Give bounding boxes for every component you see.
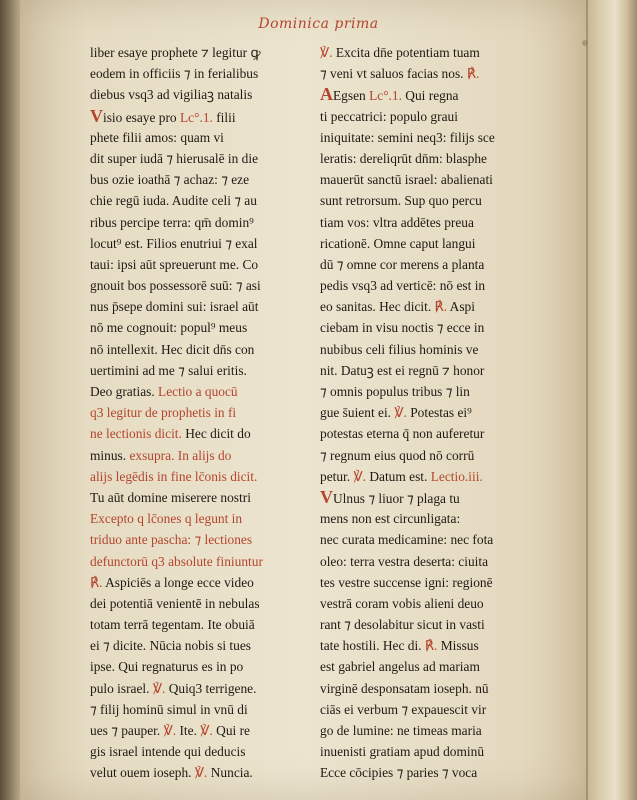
body-text: petur. <box>320 468 354 484</box>
body-text: Aspiciēs a longe ecce video <box>105 574 254 590</box>
body-text: Deo gratias. <box>90 384 159 399</box>
body-text: eo sanitas. Hec dicit. <box>320 299 435 315</box>
rubric-text: ℣. <box>320 45 336 60</box>
text-line <box>90 339 314 360</box>
wormhole-mark <box>582 40 588 46</box>
rubric-text: ℣. <box>194 765 208 781</box>
text-line <box>320 656 544 677</box>
text-line <box>90 381 314 402</box>
rubric-text: ℣. <box>152 680 166 696</box>
body-text: sunt retrorsum. Sup quo percu <box>320 193 482 209</box>
body-text: dei potentiā venientē in nebulas <box>90 595 260 611</box>
text-line <box>320 487 544 508</box>
body-text: potestas eterna q̄ non auferetur <box>320 426 485 442</box>
body-text: ⁊ omnis populus tribus ⁊ lin <box>320 384 470 399</box>
text-line <box>320 296 544 317</box>
body-text: ⁊ filij hominū simul in vnū di <box>90 701 248 717</box>
body-text: ⁊ veni vt saluos facias nos. <box>320 66 467 82</box>
text-line <box>90 656 314 677</box>
text-line <box>90 529 314 550</box>
rubric-text: Excepto q lc̄ones q legunt in <box>90 511 243 527</box>
text-line <box>90 720 314 741</box>
body-text: mens non est circunligata: <box>320 511 461 527</box>
rubric-text: Lectio a quocū <box>158 384 238 399</box>
text-line <box>90 254 314 275</box>
right-text-column <box>320 42 544 781</box>
body-text: inuenisti gratiam apud dominū <box>320 744 485 760</box>
rubric-text: exsupra. In alijs do <box>129 447 232 463</box>
text-line <box>90 678 314 699</box>
text-line <box>320 233 544 254</box>
body-text: totam terrā tegentam. Ite obuiā <box>90 617 255 633</box>
body-text: bus ozie ioathā ⁊ achaz: ⁊ eze <box>90 172 250 188</box>
body-text: eodem in officiis ⁊ in ferialibus <box>90 66 259 82</box>
body-text: ciebam in visu noctis ⁊ ecce in <box>320 320 485 336</box>
rubric-text: ℟. <box>434 299 448 315</box>
text-line <box>90 402 314 423</box>
body-text: diebus vsq3 ad vigiliaꝫ natalis <box>90 87 253 103</box>
text-line <box>320 720 544 741</box>
text-line <box>320 699 544 720</box>
body-text: gue s̄uient ei. <box>320 405 395 421</box>
text-line <box>90 148 314 169</box>
text-line <box>90 212 314 233</box>
body-text: gis israel intende qui deducis <box>90 744 246 760</box>
body-text: ribus percipe terra: qm̄ domin⁹ <box>90 214 254 230</box>
text-line <box>320 572 544 593</box>
body-text: phete filii amos: quam vi <box>90 129 224 145</box>
rubric-text: alijs legēdis in fine lc̄onis dicit. <box>90 468 258 484</box>
body-text: taui: ipsi aūt spreuerunt me. Co <box>90 256 259 272</box>
rubric-text: Lc°.1. <box>369 88 402 104</box>
text-line <box>320 275 544 296</box>
body-text: ipse. Qui regnaturus es in po <box>90 659 244 675</box>
text-line <box>320 402 544 423</box>
body-text: nit. Datuꝫ est ei regnū ⁊ honor <box>320 362 485 378</box>
body-text: Datum est. <box>366 468 431 484</box>
body-text: Hec dicit do <box>185 426 251 442</box>
text-line <box>90 508 314 529</box>
text-line <box>90 127 314 148</box>
body-text: vestrā coram vobis alieni deuo <box>320 595 484 611</box>
body-text: rant ⁊ desolabitur sicut in vasti <box>320 617 485 633</box>
body-text: Egsen <box>333 88 370 104</box>
body-text: oleo: terra vestra deserta: ciuita <box>320 553 489 569</box>
body-text: tiam vos: vltra addētes preua <box>320 214 474 230</box>
body-text: ei ⁊ dicite. Nūcia nobis si tues <box>90 638 251 654</box>
text-line <box>320 741 544 762</box>
body-text: Quiq3 terrigene. <box>165 680 257 696</box>
rubric-text: triduo ante pascha: ⁊ lectiones <box>90 532 253 548</box>
body-text: nō me cognouit: popul⁹ meus <box>90 320 248 336</box>
text-line <box>320 762 544 783</box>
body-text: nō intellexit. Hec dicit dn̄s con <box>90 341 255 357</box>
body-text: ues ⁊ pauper. <box>90 723 164 738</box>
text-line <box>320 678 544 699</box>
body-text: iniquitate: semini neq3: filijs sce <box>320 129 495 145</box>
text-line <box>90 551 314 572</box>
text-line <box>320 508 544 529</box>
body-text: minus. <box>90 447 130 463</box>
text-line <box>90 84 314 105</box>
text-line <box>90 360 314 381</box>
body-text: pulo israel. <box>90 680 153 696</box>
body-text: go de lumine: ne timeas maria <box>320 723 482 738</box>
body-text: Missus <box>437 638 479 654</box>
text-line <box>320 593 544 614</box>
body-text: virginē desponsatam ioseph. nū <box>320 680 489 696</box>
body-text: est gabriel angelus ad mariam <box>320 659 480 675</box>
text-line <box>90 106 314 127</box>
text-line <box>90 572 314 593</box>
text-line <box>90 296 314 317</box>
text-line <box>320 423 544 444</box>
body-text: nubibus celi filius hominis ve <box>320 341 479 357</box>
rubric-text: defunctorū q3 absolute finiuntur <box>90 553 263 569</box>
body-text: Qui re <box>212 723 250 738</box>
rubric-text: ℟. <box>466 66 480 82</box>
text-line <box>90 593 314 614</box>
initial-letter: V <box>320 486 333 507</box>
text-line <box>90 233 314 254</box>
text-line <box>320 63 544 84</box>
body-text: isio esaye pro <box>103 109 177 125</box>
running-heading: Dominica prima <box>258 16 379 32</box>
body-text: Ecce cōcipies ⁊ paries ⁊ voca <box>320 765 478 781</box>
body-text: mauerūt sanctū israel: abalienati <box>320 172 493 188</box>
body-text: Ulnus ⁊ liuor ⁊ plaga tu <box>333 490 460 506</box>
body-text: Ite. <box>176 723 201 738</box>
body-text: Aspi <box>447 299 475 315</box>
text-line <box>320 127 544 148</box>
text-line <box>320 42 544 63</box>
body-text: nus p̄sepe domini sui: israel aūt <box>90 299 259 315</box>
body-text: ti peccatrici: populo graui <box>320 108 458 124</box>
rubric-text: ℣. <box>163 723 177 738</box>
next-page-edge <box>588 0 637 800</box>
text-line <box>320 339 544 360</box>
text-line <box>320 360 544 381</box>
text-line <box>90 635 314 656</box>
text-line <box>320 190 544 211</box>
rubric-text: Lc°.1. <box>176 109 217 125</box>
body-text: dū ⁊ omne cor merens a planta <box>320 256 485 272</box>
text-line <box>320 254 544 275</box>
rubric-text: ne lectionis dicit. <box>90 426 186 442</box>
text-line <box>90 445 314 466</box>
text-line <box>90 169 314 190</box>
rubric-text: ℣. <box>353 468 366 484</box>
left-text-column <box>90 42 314 781</box>
text-line <box>320 106 544 127</box>
body-text: tes vestre succense igni: regionē <box>320 574 493 590</box>
body-text: filii <box>216 109 236 125</box>
rubric-text: ℣. <box>200 723 213 738</box>
text-line <box>320 635 544 656</box>
text-line <box>90 762 314 783</box>
initial-letter: V <box>90 105 103 126</box>
body-text: ciās ei verbum ⁊ expauescit vir <box>320 701 487 717</box>
body-text: dit super iudā ⁊ hierusalē in die <box>90 150 259 166</box>
rubric-text: ℟. <box>90 574 106 590</box>
body-text: leratis: dereliqrūt dn̄m: blasphe <box>320 150 487 166</box>
rubric-text: q3 legitur de prophetis in fi <box>90 405 237 421</box>
body-text: velut ouem ioseph. <box>90 765 195 781</box>
text-line <box>90 42 314 63</box>
text-line <box>90 487 314 508</box>
rubric-text: ℟. <box>424 638 438 654</box>
text-line <box>90 699 314 720</box>
text-line <box>320 317 544 338</box>
text-line <box>90 614 314 635</box>
text-line <box>90 317 314 338</box>
body-text: ⁊ regnum eius quod nō corrū <box>320 447 475 463</box>
text-line <box>320 169 544 190</box>
text-line <box>320 466 544 487</box>
text-line <box>320 614 544 635</box>
body-text: locut⁹ est. Filios enutriui ⁊ exal <box>90 235 258 251</box>
text-line <box>320 381 544 402</box>
text-line <box>320 84 544 105</box>
body-text: tate hostili. Hec di. <box>320 638 425 654</box>
text-line <box>90 466 314 487</box>
text-line <box>90 190 314 211</box>
body-text: liber esaye prophete ⁊ legitur ꝙ <box>90 45 261 60</box>
text-line <box>320 445 544 466</box>
text-line <box>320 529 544 550</box>
text-line <box>90 63 314 84</box>
text-line <box>90 741 314 762</box>
rubric-text: Lectio.iii. <box>430 468 483 484</box>
initial-letter: A <box>320 84 333 105</box>
body-text: Potestas ei⁹ <box>406 405 472 421</box>
body-text: ricationē. Omne caput langui <box>320 235 476 251</box>
body-text: Excita dn̄e potentiam tuam <box>335 45 480 60</box>
text-line <box>90 275 314 296</box>
text-line <box>320 551 544 572</box>
body-text: nec curata medicamine: nec fota <box>320 532 494 548</box>
body-text: gnouit bos possessorē suū: ⁊ asi <box>90 278 261 294</box>
body-text: Nuncia. <box>207 765 253 781</box>
body-text: pedis vsq3 ad verticē: nō est in <box>320 278 486 294</box>
body-text: Tu aūt domine miserere nostri <box>90 489 251 505</box>
text-line <box>320 212 544 233</box>
rubric-text: ℣. <box>394 405 407 421</box>
body-text: chie regū iuda. Audite celi ⁊ au <box>90 193 257 209</box>
body-text: uertimini ad me ⁊ salui eritis. <box>90 362 247 378</box>
text-line <box>90 423 314 444</box>
body-text: Qui regna <box>401 88 459 104</box>
text-line <box>320 148 544 169</box>
